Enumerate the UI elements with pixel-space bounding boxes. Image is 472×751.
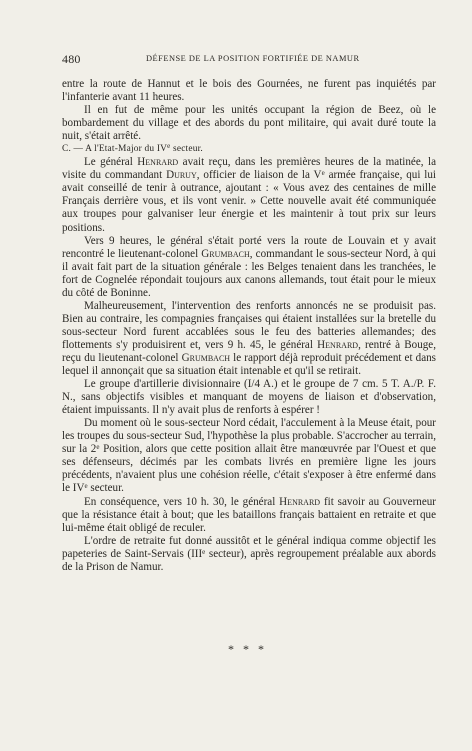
section-ornament: * * * — [228, 642, 267, 656]
paragraph-3: Le général Henrard avait reçu, dans les premières heures de la matinée, la visite du commandant Duruy, officier de liaison de la Ve armée française, qui lui avait conseillé de tenir à outrance, ajoutant : « Vous avez des centaines de mille Français derrière vous, et ils vont venir. » Cette nouvelle avait été communiquée aux troupes pour galvaniser leur énergie et les maintenir à tout prix sur leurs positions. — [62, 156, 436, 234]
paragraph-6: Le groupe d'artillerie divisionnaire (I/4 A.) et le groupe de 7 cm. 5 T. A./P. F. N., sans objectifs visibles et manquant de moyens de liaison et d'observation, étaient impuissants. Il n'y avait plus de renforts à espérer ! — [62, 378, 436, 417]
page-header — [62, 52, 422, 66]
page-number: 480 — [62, 52, 81, 66]
paragraph-9: L'ordre de retraite fut donné aussitôt et le général indiqua comme objectif les papeteries de Saint-Servais (IIIe secteur), après regroupement préalable aux abords de la Prison de Namur. — [62, 534, 436, 573]
paragraph-8: En conséquence, vers 10 h. 30, le général Henrard fit savoir au Gouverneur que la résistance était à bout; que les bataillons français battaient en retraite et que lui-même était obligé de reculer. — [62, 495, 436, 534]
body-text — [62, 78, 436, 574]
paragraph-1: entre la route de Hannut et le bois des Gournées, ne furent pas inquiétés par l'infanterie avant 11 heures. — [62, 78, 436, 104]
paragraph-4: Vers 9 heures, le général s'était porté vers la route de Louvain et y avait rencontré le lieutenant-colonel Grumbach, commandant le sous-secteur Nord, à qui il avait fait part de la situation générale : les Belges tenaient dans les tranchées, le fort de Cognelée répondait toujours aux canons allemands, tout était pour le mieux du côté de Boninne. — [62, 234, 436, 299]
paragraph-5: Malheureusement, l'intervention des renforts annoncés ne se produisit pas. Bien au contraire, les compagnies françaises qui étaient installées sur la bretelle du sous-secteur Nord furent accablées sous le feu des batteries allemandes; des flottements s'y produisirent et, vers 9 h. 45, le général Henrard, rentré à Bouge, reçu du lieutenant-colonel Grumbach le rapport déjà reproduit précédement et dans lequel il annonçait que sa situation était intenable et qu'il se retirait. — [62, 299, 436, 378]
section-heading: C. — A l'Etat-Major du IVe secteur. — [62, 142, 203, 155]
paragraph-7: Du moment où le sous-secteur Nord cédait, l'acculement à la Meuse était, pour les troupes du sous-secteur Sud, l'hypothèse la plus probable. S'accrocher au terrain, sur la 2e Position, alors que cette position allait être manœuvrée par l'Ouest et que ses défenseurs, décimés par les combats livrés en première ligne les jours précédents, n'avaient plus une cohésion réelle, c'était s'exposer à être enfermé dans le IVe secteur. — [62, 417, 436, 495]
running-title: DÉFENSE DE LA POSITION FORTIFIÉE DE NAMUR — [146, 54, 360, 63]
paragraph-2: Il en fut de même pour les unités occupant la région de Beez, où le bombardement du village et des abords du pont militaire, qui avait duré toute la nuit, s'était arrêté. — [62, 104, 436, 143]
